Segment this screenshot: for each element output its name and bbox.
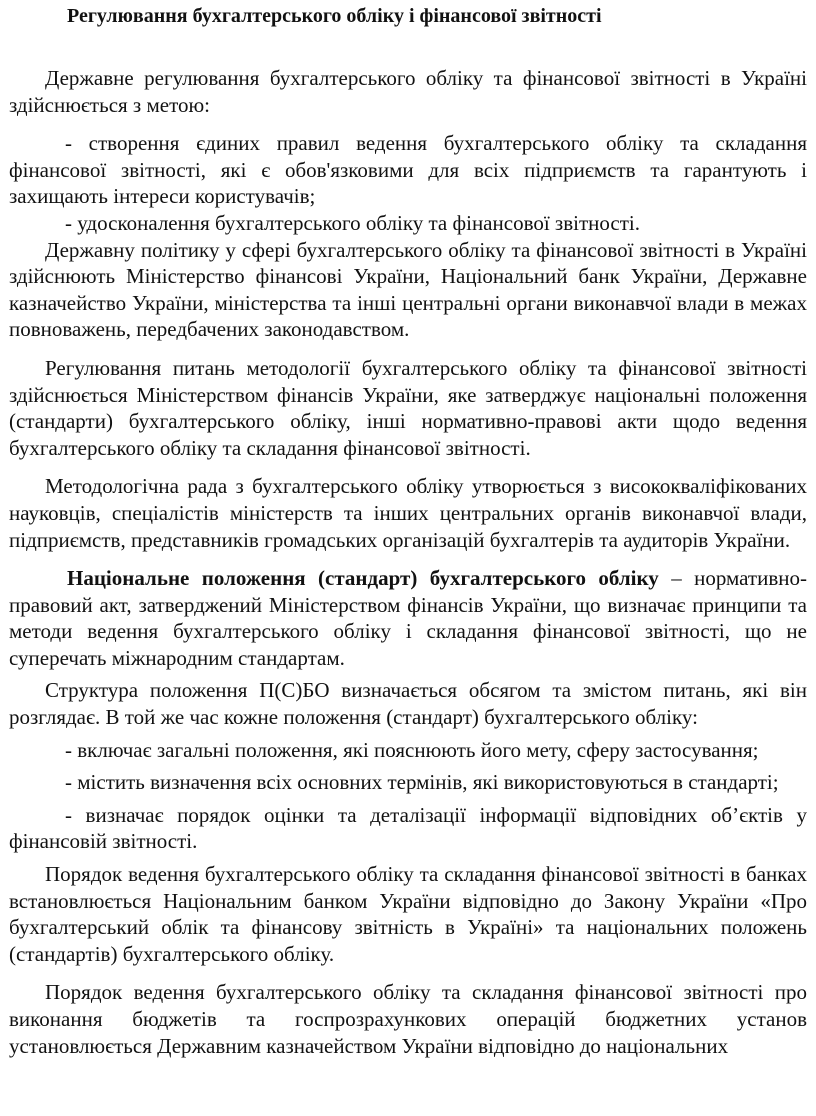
list-item-general-provisions: - включає загальні положення, які пояснюють його мету, сферу застосування; xyxy=(65,737,759,762)
list-item-unified-rules: - створення єдиних правил ведення бухгалтерського обліку та складання фінансової звітності, які є обов'язковими для всіх підприємств та гарантують і захищають інтереси користувачів; xyxy=(9,131,807,209)
national-standard-definition: – нормативно-правовий акт, затверджений Міністерством фінансів України, що визначає принципи та методи ведення бухгалтерського обліку і складання фінансової звітності, що не суперечать міжнародним стандартам. xyxy=(9,566,807,670)
paragraph-purpose: Державне регулювання бухгалтерського обліку та фінансової звітності в Україні здійснюється з метою: xyxy=(9,66,807,117)
paragraph-methodological-council: Методологічна рада з бухгалтерського обліку утворюється з висококваліфікованих науковців, спеціалістів міністерств та інших центральних органів виконавчої влади, підприємств, представників громадських організацій бухгалтерів та аудиторів України. xyxy=(9,474,807,552)
paragraph-treasury: Порядок ведення бухгалтерського обліку та складання фінансової звітності про виконання бюджетів та госпрозрахункових операцій бюджетних установ установлюється Державним казначейством України відповідно до національних xyxy=(9,980,807,1058)
paragraph-methodology: Регулювання питань методології бухгалтерського обліку та фінансової звітності здійснюється Міністерством фінансів України, яке затверджує національні положення (стандарти) бухгалтерського обліку, інші нормативно-правові акти щодо ведення бухгалтерського обліку та складання фінансової звітності. xyxy=(9,355,807,460)
paragraph-banks: Порядок ведення бухгалтерського обліку та складання фінансової звітності в банках встановлюється Національним банком України відповідно до Закону України «Про бухгалтерський облік та фінансову звітність в Україні» та національних положень (стандартів) бухгалтерського обліку. xyxy=(9,862,807,966)
national-standard-term: Національне положення (стандарт) бухгалтерського обліку xyxy=(67,566,659,591)
document-title: Регулювання бухгалтерського обліку і фінансової звітності xyxy=(67,5,602,27)
document-page xyxy=(9,0,807,1059)
list-item-valuation: - визначає порядок оцінки та деталізації інформації відповідних об’єктів у фінансовій звітності. xyxy=(9,802,807,854)
list-item-definitions: - містить визначення всіх основних термінів, які використовуються в стандарті; xyxy=(65,770,779,795)
paragraph-national-standard xyxy=(9,565,807,671)
paragraph-structure: Структура положення П(С)БО визначається обсягом та змістом питань, які він розглядає. В той же час кожне положення (стандарт) бухгалтерського обліку: xyxy=(9,678,807,730)
paragraph-state-policy: Державну політику у сфері бухгалтерського обліку та фінансової звітності в Україні здійснюють Міністерство фінансові України, Національний банк України, Державне казначейство України, міністерства та інші центральні органи виконавчої влади в межах повноважень, передбачених законодавством. xyxy=(9,237,807,342)
list-item-improvement: - удосконалення бухгалтерського обліку та фінансової звітності. xyxy=(65,210,640,235)
